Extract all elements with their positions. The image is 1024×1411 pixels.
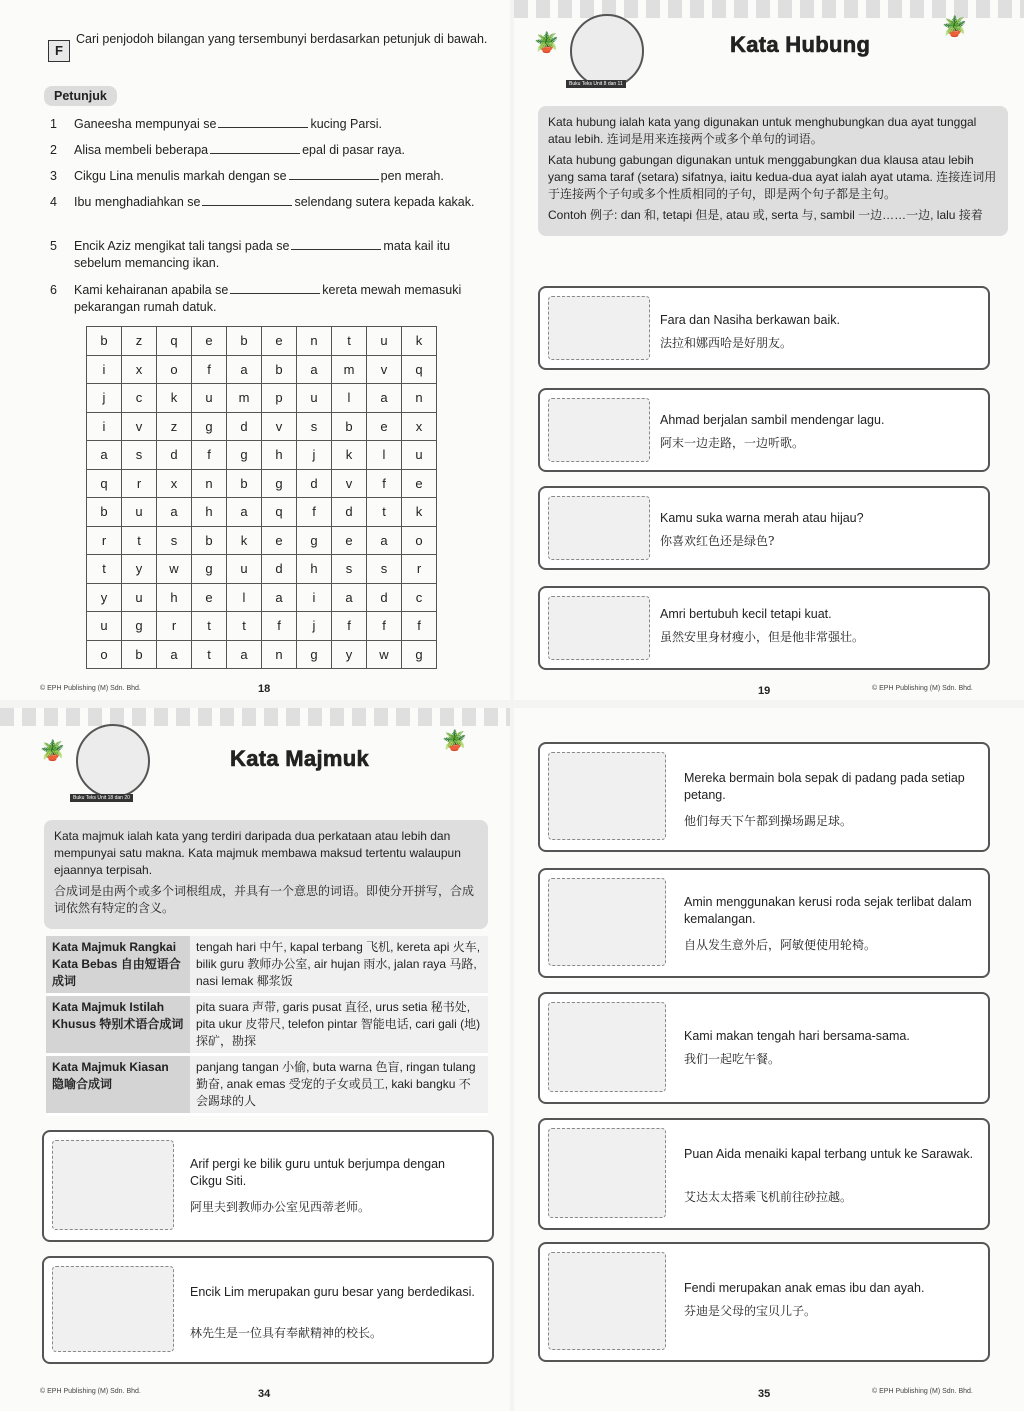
- grid-cell[interactable]: t: [122, 526, 157, 555]
- grid-cell[interactable]: b: [332, 412, 367, 441]
- clue-1: 1 Ganeesha mempunyai se kucing Parsi.: [50, 117, 383, 131]
- clue-6: 6 Kami kehairanan apabila se kereta mewah memasuki pekarangan rumah datuk.: [50, 283, 462, 314]
- grid-cell[interactable]: q: [157, 327, 192, 356]
- grid-cell[interactable]: n: [262, 640, 297, 669]
- headmaster-illustration: [52, 1266, 174, 1352]
- grid-cell[interactable]: t: [367, 498, 402, 527]
- grid-cell[interactable]: i: [87, 355, 122, 384]
- grid-cell[interactable]: a: [157, 640, 192, 669]
- grid-cell[interactable]: c: [122, 384, 157, 413]
- grid-cell[interactable]: r: [87, 526, 122, 555]
- grid-row: [87, 526, 437, 555]
- definition-box: [538, 106, 1008, 236]
- grid-cell[interactable]: b: [87, 327, 122, 356]
- grid-cell[interactable]: d: [227, 412, 262, 441]
- grid-row: [87, 412, 437, 441]
- grid-cell[interactable]: v: [332, 469, 367, 498]
- grid-cell[interactable]: x: [402, 412, 437, 441]
- grid-row: [87, 555, 437, 584]
- page-number: 34: [258, 1388, 271, 1400]
- grid-cell[interactable]: d: [157, 441, 192, 470]
- airplane-illustration: [548, 1128, 666, 1218]
- grid-cell[interactable]: f: [367, 469, 402, 498]
- grid-cell[interactable]: b: [87, 498, 122, 527]
- grid-cell[interactable]: v: [122, 412, 157, 441]
- grid-cell[interactable]: t: [192, 612, 227, 641]
- category-cell: Kata Majmuk Kiasan 隐喻合成词: [46, 1055, 190, 1115]
- grid-cell[interactable]: d: [262, 555, 297, 584]
- example-card: Amri bertubuh kecil tetapi kuat. 虽然安里身材瘦小，但是他非常强壮。: [538, 586, 990, 670]
- grid-cell[interactable]: o: [402, 526, 437, 555]
- grid-cell[interactable]: a: [227, 355, 262, 384]
- grid-cell[interactable]: f: [192, 355, 227, 384]
- example-card: Ahmad berjalan sambil mendengar lagu. 阿末一边走路，一边听歌。: [538, 388, 990, 472]
- grid-cell[interactable]: o: [87, 640, 122, 669]
- clue-2: 2 Alisa membeli beberapa epal di pasar raya.: [50, 143, 405, 157]
- grid-cell[interactable]: a: [157, 498, 192, 527]
- grid-cell[interactable]: y: [332, 640, 367, 669]
- grid-cell[interactable]: e: [192, 583, 227, 612]
- mascot-girl-icon: [76, 724, 150, 798]
- grid-cell[interactable]: m: [227, 384, 262, 413]
- grid-cell[interactable]: r: [402, 555, 437, 584]
- grid-cell[interactable]: b: [262, 355, 297, 384]
- grid-cell[interactable]: n: [402, 384, 437, 413]
- grid-cell[interactable]: a: [262, 583, 297, 612]
- answer-blank[interactable]: [202, 195, 292, 206]
- grid-cell[interactable]: u: [367, 327, 402, 356]
- grid-cell[interactable]: s: [367, 555, 402, 584]
- grid-cell[interactable]: e: [262, 526, 297, 555]
- definition-2: Kata hubung gabungan digunakan untuk menggabungkan dua klausa atau lebih yang sama taraf (setara) sifatnya, iaitu kedua-dua ayat ialah ayat utama. 连接连词用于连接两个子句或多个性质相同的子句，即是两个句子都是主句。: [548, 153, 997, 201]
- publisher-note: © EPH Publishing (M) Sdn. Bhd.: [872, 1388, 973, 1395]
- answer-blank[interactable]: [218, 117, 308, 128]
- grid-row: [87, 327, 437, 356]
- grid-cell[interactable]: u: [192, 384, 227, 413]
- grid-cell[interactable]: g: [297, 526, 332, 555]
- family-illustration: [548, 1252, 666, 1350]
- hanging-plant-icon: 🪴: [942, 16, 967, 38]
- grid-cell[interactable]: i: [87, 412, 122, 441]
- grid-row: [87, 355, 437, 384]
- grid-cell[interactable]: f: [192, 441, 227, 470]
- definition-1: Kata hubung ialah kata yang digunakan untuk menghubungkan dua ayat tunggal atau lebih. 连词是用来连接两个或多个单句的词语。: [548, 115, 977, 146]
- mascot-girl-icon: [570, 14, 644, 88]
- grid-cell[interactable]: h: [157, 583, 192, 612]
- grid-cell[interactable]: s: [122, 441, 157, 470]
- grid-cell[interactable]: u: [87, 612, 122, 641]
- page-34: [0, 708, 510, 1411]
- page-number: 18: [258, 683, 271, 695]
- examples-cell: pita suara 声带, garis pusat 直径, urus setia 秘书处, pita ukur 皮带尺, telefon pintar 智能电话, cari gali (地) 探矿，勘探: [190, 995, 488, 1055]
- petunjuk-label: Petunjuk: [44, 86, 117, 106]
- hanging-plant-icon: 🪴: [442, 730, 467, 752]
- grid-cell[interactable]: f: [367, 612, 402, 641]
- grid-cell[interactable]: y: [87, 583, 122, 612]
- page-title: Kata Majmuk: [230, 746, 370, 771]
- grid-cell[interactable]: w: [157, 555, 192, 584]
- answer-blank[interactable]: [289, 169, 379, 180]
- grid-cell[interactable]: n: [297, 327, 332, 356]
- grid-cell[interactable]: u: [297, 384, 332, 413]
- table-row: [46, 1055, 488, 1115]
- table-row: [46, 936, 488, 995]
- grid-cell[interactable]: l: [332, 384, 367, 413]
- answer-blank[interactable]: [230, 283, 320, 294]
- grid-cell[interactable]: b: [227, 327, 262, 356]
- example-card: Puan Aida menaiki kapal terbang untuk ke Sarawak. 艾达太太搭乘飞机前往砂拉越。: [538, 1118, 990, 1230]
- decorative-banner: [0, 708, 510, 726]
- grid-cell[interactable]: a: [367, 526, 402, 555]
- grid-cell[interactable]: g: [122, 612, 157, 641]
- table-row: [46, 995, 488, 1055]
- grid-cell[interactable]: r: [157, 612, 192, 641]
- grid-cell[interactable]: a: [227, 498, 262, 527]
- grid-row: [87, 498, 437, 527]
- example-card: Kami makan tengah hari bersama-sama. 我们一起吃午餐。: [538, 992, 990, 1104]
- grid-cell[interactable]: q: [262, 498, 297, 527]
- grid-cell[interactable]: u: [122, 583, 157, 612]
- grid-cell[interactable]: k: [402, 327, 437, 356]
- kata-majmuk-table: [46, 936, 488, 1116]
- grid-row: [87, 469, 437, 498]
- grid-cell[interactable]: h: [262, 441, 297, 470]
- grid-cell[interactable]: z: [122, 327, 157, 356]
- grid-cell[interactable]: v: [262, 412, 297, 441]
- grid-cell[interactable]: s: [332, 555, 367, 584]
- word-search-grid: [86, 326, 437, 669]
- children-painting-illustration: [548, 496, 650, 560]
- grid-cell[interactable]: e: [192, 327, 227, 356]
- definition-ms: Kata majmuk ialah kata yang terdiri daripada dua perkataan atau lebih dan mempunyai satu makna. Kata majmuk membawa maksud tertentu walaupun ejaannya terpisah.: [54, 829, 461, 877]
- page-number: 19: [758, 685, 771, 697]
- grid-cell[interactable]: j: [297, 612, 332, 641]
- football-illustration: [548, 752, 666, 840]
- grid-cell[interactable]: g: [262, 469, 297, 498]
- example-card: Fara dan Nasiha berkawan baik. 法拉和娜西哈是好朋友。: [538, 286, 990, 370]
- boy-pulling-box-illustration: [548, 596, 650, 660]
- grid-cell[interactable]: t: [87, 555, 122, 584]
- wheelchair-illustration: [548, 878, 666, 966]
- grid-cell[interactable]: e: [367, 412, 402, 441]
- section-letter-badge: F: [48, 40, 70, 62]
- grid-cell[interactable]: x: [122, 355, 157, 384]
- grid-row: [87, 583, 437, 612]
- grid-cell[interactable]: g: [227, 441, 262, 470]
- boy-walking-illustration: [548, 398, 650, 462]
- grid-cell[interactable]: h: [297, 555, 332, 584]
- grid-cell[interactable]: y: [122, 555, 157, 584]
- answer-blank[interactable]: [210, 143, 300, 154]
- grid-cell[interactable]: p: [262, 384, 297, 413]
- grid-cell[interactable]: j: [297, 441, 332, 470]
- definition-zh: 合成词是由两个或多个词根组成，并具有一个意思的词语。即使分开拼写，合成词依然有特定的含义。: [54, 884, 475, 915]
- grid-row: [87, 640, 437, 669]
- grid-cell[interactable]: g: [192, 555, 227, 584]
- grid-cell[interactable]: q: [87, 469, 122, 498]
- grid-cell[interactable]: m: [332, 355, 367, 384]
- grid-row: [87, 441, 437, 470]
- grid-cell[interactable]: r: [122, 469, 157, 498]
- examples-cell: panjang tangan 小偷, buta warna 色盲, ringan tulang 勤奋, anak emas 受宠的子女或员工, kaki bangku 不会踢球的人: [190, 1055, 488, 1115]
- grid-cell[interactable]: a: [87, 441, 122, 470]
- grid-cell[interactable]: f: [297, 498, 332, 527]
- grid-row: [87, 384, 437, 413]
- grid-cell[interactable]: u: [122, 498, 157, 527]
- grid-cell[interactable]: q: [402, 355, 437, 384]
- grid-cell[interactable]: k: [227, 526, 262, 555]
- grid-cell[interactable]: e: [262, 327, 297, 356]
- answer-blank[interactable]: [291, 239, 381, 250]
- grid-cell[interactable]: d: [297, 469, 332, 498]
- example-card: Arif pergi ke bilik guru untuk berjumpa dengan Cikgu Siti. 阿里夫到教师办公室见西蒂老师。: [42, 1130, 494, 1242]
- examples-cell: tengah hari 中午, kapal terbang 飞机, kereta api 火车, bilik guru 教师办公室, air hujan 雨水, jalan raya 马路, nasi lemak 椰浆饭: [190, 936, 488, 995]
- two-girls-illustration: [548, 296, 650, 360]
- grid-cell[interactable]: f: [332, 612, 367, 641]
- hanging-plant-icon: 🪴: [40, 740, 65, 762]
- grid-cell[interactable]: b: [227, 469, 262, 498]
- page-19: [514, 0, 1024, 700]
- category-cell: Kata Majmuk Rangkai Kata Bebas 自由短语合成词: [46, 936, 190, 995]
- clue-3: 3 Cikgu Lina menulis markah dengan se pen merah.: [50, 169, 444, 183]
- grid-cell[interactable]: k: [332, 441, 367, 470]
- page-35: [514, 708, 1024, 1411]
- grid-cell[interactable]: g: [192, 412, 227, 441]
- grid-cell[interactable]: a: [367, 384, 402, 413]
- example-card: Amin menggunakan kerusi roda sejak terlibat dalam kemalangan. 自从发生意外后，阿敏便使用轮椅。: [538, 868, 990, 978]
- unit-tag: Buku Teks Unit 18 dan 20: [70, 794, 133, 802]
- grid-cell[interactable]: f: [402, 612, 437, 641]
- family-lunch-illustration: [548, 1002, 666, 1092]
- example-card: Kamu suka warna merah atau hijau? 你喜欢红色还是绿色?: [538, 486, 990, 570]
- grid-cell[interactable]: e: [332, 526, 367, 555]
- grid-cell[interactable]: b: [192, 526, 227, 555]
- grid-cell[interactable]: n: [192, 469, 227, 498]
- definition-box: [44, 820, 488, 929]
- grid-cell[interactable]: o: [157, 355, 192, 384]
- grid-cell[interactable]: t: [227, 612, 262, 641]
- grid-cell[interactable]: w: [367, 640, 402, 669]
- grid-cell[interactable]: a: [227, 640, 262, 669]
- publisher-note: © EPH Publishing (M) Sdn. Bhd.: [872, 685, 973, 692]
- grid-cell[interactable]: k: [157, 384, 192, 413]
- example-card: Encik Lim merupakan guru besar yang berdedikasi. 林先生是一位具有奉献精神的校长。: [42, 1256, 494, 1364]
- contoh-list: Contoh 例子: dan 和, tetapi 但是, atau 或, serta 与, sambil 一边……一边, lalu 接着: [548, 208, 983, 222]
- publisher-note: © EPH Publishing (M) Sdn. Bhd.: [40, 1388, 141, 1395]
- grid-cell[interactable]: a: [332, 583, 367, 612]
- page-18: [0, 0, 510, 700]
- category-cell: Kata Majmuk Istilah Khusus 特别术语合成词: [46, 995, 190, 1055]
- grid-cell[interactable]: x: [157, 469, 192, 498]
- clue-5: 5 Encik Aziz mengikat tali tangsi pada se mata kail itu sebelum memancing ikan.: [50, 239, 451, 270]
- grid-cell[interactable]: g: [297, 640, 332, 669]
- grid-cell[interactable]: l: [367, 441, 402, 470]
- grid-cell[interactable]: t: [192, 640, 227, 669]
- grid-cell[interactable]: z: [157, 412, 192, 441]
- hanging-plant-icon: 🪴: [534, 32, 559, 54]
- exercise-instruction: Cari penjodoh bilangan yang tersembunyi berdasarkan petunjuk di bawah.: [76, 32, 488, 46]
- staff-room-illustration: [52, 1140, 174, 1230]
- page-number: 35: [758, 1388, 771, 1400]
- grid-cell[interactable]: u: [227, 555, 262, 584]
- grid-cell[interactable]: h: [192, 498, 227, 527]
- grid-cell[interactable]: f: [262, 612, 297, 641]
- grid-cell[interactable]: l: [227, 583, 262, 612]
- grid-cell[interactable]: v: [367, 355, 402, 384]
- example-card: Mereka bermain bola sepak di padang pada setiap petang. 他们每天下午都到操场踢足球。: [538, 742, 990, 852]
- grid-cell[interactable]: u: [402, 441, 437, 470]
- grid-cell[interactable]: i: [297, 583, 332, 612]
- publisher-note: © EPH Publishing (M) Sdn. Bhd.: [40, 685, 141, 692]
- page-title: Kata Hubung: [730, 32, 871, 57]
- grid-cell[interactable]: t: [332, 327, 367, 356]
- grid-cell[interactable]: d: [367, 583, 402, 612]
- grid-cell[interactable]: g: [402, 640, 437, 669]
- grid-cell[interactable]: s: [297, 412, 332, 441]
- grid-cell[interactable]: d: [332, 498, 367, 527]
- grid-cell[interactable]: e: [402, 469, 437, 498]
- unit-tag: Buku Teks Unit 8 dan 11: [566, 80, 626, 88]
- clue-4: 4 Ibu menghadiahkan se selendang sutera kepada kakak.: [50, 195, 475, 209]
- grid-cell[interactable]: c: [402, 583, 437, 612]
- grid-cell[interactable]: j: [87, 384, 122, 413]
- grid-cell[interactable]: b: [122, 640, 157, 669]
- example-card: Fendi merupakan anak emas ibu dan ayah. 芬迪是父母的宝贝儿子。: [538, 1242, 990, 1362]
- grid-row: [87, 612, 437, 641]
- grid-cell[interactable]: k: [402, 498, 437, 527]
- grid-cell[interactable]: s: [157, 526, 192, 555]
- grid-cell[interactable]: a: [297, 355, 332, 384]
